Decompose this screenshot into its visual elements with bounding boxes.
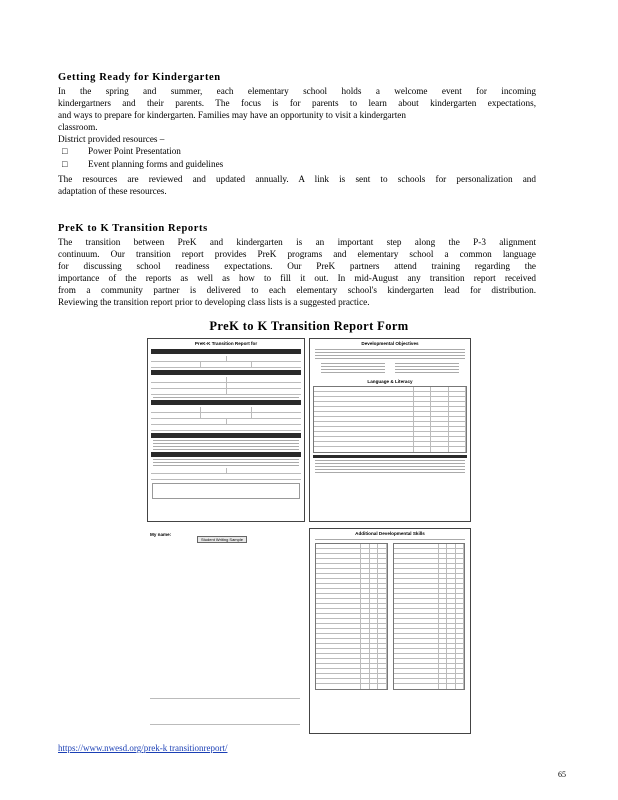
paragraph-line: Reviewing the transition report prior to developing class lists is a suggested practice. — [58, 297, 370, 307]
writing-sample-area — [150, 548, 305, 732]
paragraph-line: from a community partner is delivered to each elementary school's kindergarten lead for distribution. — [58, 285, 536, 295]
bullet-text: Event planning forms and guidelines — [88, 159, 224, 169]
paragraph-line: for discussing school readiness expectations. Our PreK partners attend training regarding the — [58, 261, 536, 271]
additional-skills-form-image — [309, 528, 471, 734]
developmental-objectives-form-image — [309, 338, 471, 522]
bullet-icon: □ — [62, 146, 68, 156]
paragraph-line: kindergartners and their parents. The focus is for parents to learn about kindergarten expectations, — [58, 98, 536, 108]
section-title-getting-ready: Getting Ready for Kindergarten — [58, 72, 221, 83]
resources-intro: District provided resources – — [58, 134, 165, 144]
section-title-transition-reports: PreK to K Transition Reports — [58, 223, 208, 234]
paragraph-line: classroom. — [58, 122, 98, 132]
bullet-text: Power Point Presentation — [88, 146, 181, 156]
form3-header: Additional Developmental Skills — [355, 531, 425, 536]
paragraph-line: The transition between PreK and kindergarten is an important step along the P-3 alignment — [58, 237, 536, 247]
paragraph-line: continuum. Our transition report provides PreK programs and elementary school a common language — [58, 249, 536, 259]
transition-report-link[interactable]: https://www.nwesd.org/prek-k transitionreport/ — [58, 743, 228, 753]
form1-header: PreK-K Transition Report for — [194, 341, 258, 346]
paragraph-line: The resources are reviewed and updated annually. A link is sent to schools for personalization and — [58, 174, 536, 184]
form2-subheader: Language & Literacy — [367, 379, 413, 384]
writing-sample-label: Student Writing Sample — [197, 536, 247, 543]
transition-report-form-page1-image — [147, 338, 305, 522]
figure-title: PreK to K Transition Report Form — [209, 319, 409, 333]
paragraph-line: and ways to prepare for kindergarten. Families may have an opportunity to visit a kindergarten — [58, 110, 406, 120]
bullet-item — [62, 159, 223, 170]
paragraph-line: In the spring and summer, each elementary school holds a welcome event for incoming — [58, 86, 536, 96]
form2-header: Developmental Objectives — [361, 341, 419, 346]
bullet-item — [62, 146, 181, 157]
paragraph-line: importance of the reports as well as how to fill it out. In mid-August any transition report received — [58, 273, 536, 283]
page-number: 65 — [558, 770, 566, 779]
paragraph-line: adaptation of these resources. — [58, 186, 167, 196]
my-name-label: My name: — [150, 532, 172, 537]
bullet-icon: □ — [62, 159, 68, 169]
